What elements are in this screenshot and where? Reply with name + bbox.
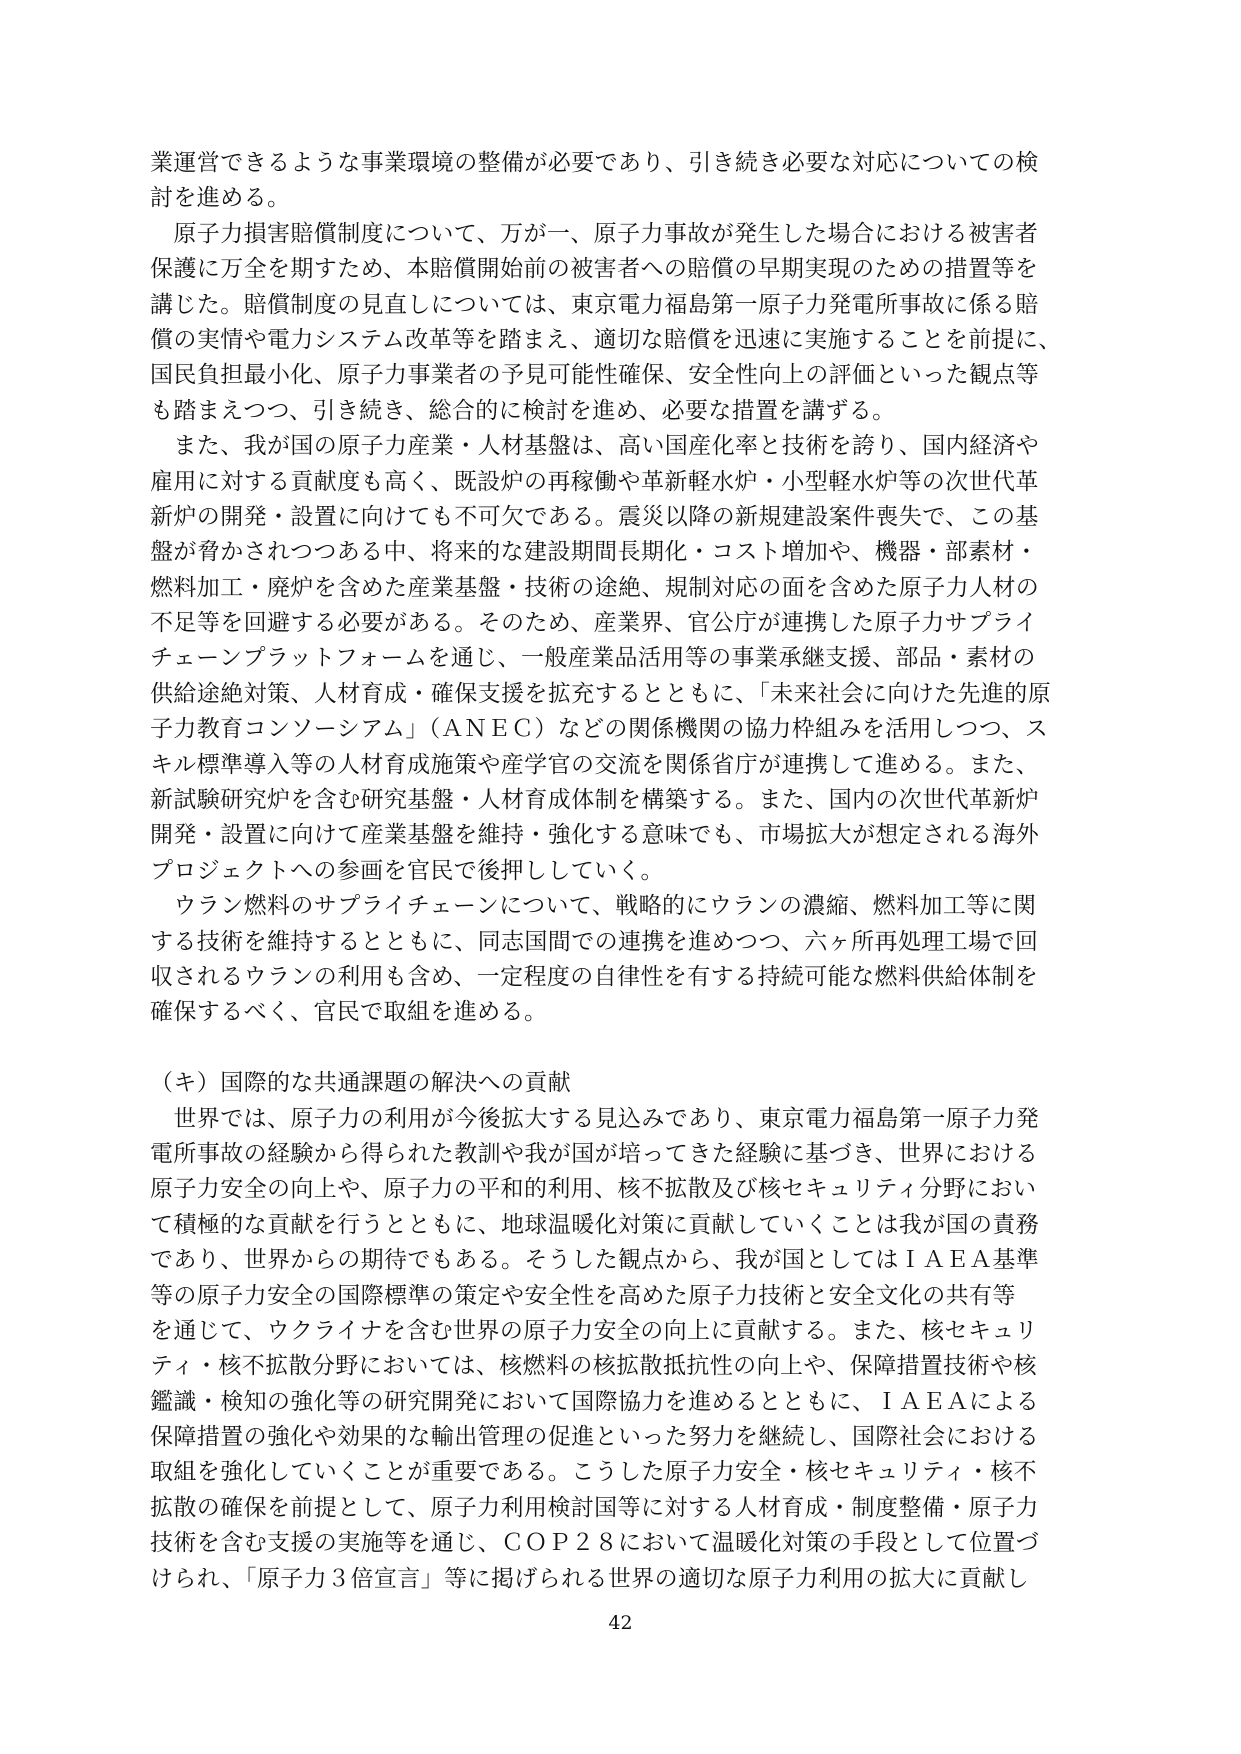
text-line: 確保するべく、官民で取組を進める。 — [150, 999, 548, 1026]
section-heading: （キ）国際的な共通課題の解決への貢献 — [150, 1070, 572, 1097]
text-line: 討を進める。 — [150, 185, 291, 212]
text-line: 原子力安全の向上や、原子力の平和的利用、核不拡散及び核セキュリティ分野におい — [150, 1176, 1037, 1203]
text-line: 原子力損害賠償制度について、万が一、原子力事故が発生した場合における被害者 — [150, 220, 1039, 247]
text-line: 燃料加工・廃炉を含めた産業基盤・技術の途絶、規制対応の面を含めた原子力人材の — [150, 574, 1040, 601]
text-line: 開発・設置に向けて産業基盤を維持・強化する意味でも、市場拡大が想定される海外 — [150, 822, 1040, 849]
text-line: 盤が脅かされつつある中、将来的な建設期間長期化・コスト増加や、機器・部素材・ — [150, 539, 1039, 566]
text-line: 供給途絶対策、人材育成・確保支援を拡充するとともに、「未来社会に向けた先進的原 — [150, 680, 1052, 707]
text-line: 等の原子力安全の国際標準の策定や安全性を高めた原子力技術と安全文化の共有等 — [150, 1282, 1016, 1309]
text-line: 技術を含む支援の実施等を通じ、ＣＯＰ２８において温暖化対策の手段として位置づ — [150, 1530, 1040, 1557]
text-line: であり、世界からの期待でもある。そうした観点から、我が国としてはＩＡＥＡ基準 — [150, 1247, 1040, 1274]
text-line: 取組を強化していくことが重要である。こうした原子力安全・核セキュリティ・核不 — [150, 1459, 1037, 1486]
text-line: 電所事故の経験から得られた教訓や我が国が培ってきた経験に基づき、世界における — [150, 1140, 1039, 1167]
text-line: 国民負担最小化、原子力事業者の予見可能性確保、安全性向上の評価といった観点等 — [150, 362, 1040, 389]
text-line: 雇用に対する貢献度も高く、既設炉の再稼働や革新軽水炉・小型軽水炉等の次世代革 — [150, 468, 1039, 495]
text-line: 世界では、原子力の利用が今後拡大する見込みであり、東京電力福島第一原子力発 — [150, 1105, 1040, 1132]
text-line: も踏まえつつ、引き続き、総合的に検討を進め、必要な措置を講ずる。 — [150, 397, 896, 424]
page-number: 42 — [608, 1612, 633, 1634]
text-line: する技術を維持するとともに、同志国間での連携を進めつつ、六ヶ所再処理工場で回 — [150, 928, 1039, 955]
text-line: 子力教育コンソーシアム」（ＡＮＥＣ）などの関係機関の協力枠組みを活用しつつ、ス — [150, 716, 1049, 743]
text-line: て積極的な貢献を行うとともに、地球温暖化対策に貢献していくことは我が国の責務 — [150, 1211, 1040, 1238]
text-line: ティ・核不拡散分野においては、核燃料の核拡散抵抗性の向上や、保障措置技術や核 — [150, 1353, 1037, 1380]
text-line: 収されるウランの利用も含め、一定程度の自律性を有する持続可能な燃料供給体制を — [150, 963, 1039, 990]
text-line: 保障措置の強化や効果的な輸出管理の促進といった努力を継続し、国際社会における — [150, 1424, 1040, 1451]
text-line: また、我が国の原子力産業・人材基盤は、高い国産化率と技術を誇り、国内経済や — [150, 433, 1040, 460]
text-line: 新炉の開発・設置に向けても不可欠である。震災以降の新規建設案件喪失で、この基 — [150, 503, 1039, 530]
paragraph-spacer — [150, 1031, 1090, 1066]
body-text — [150, 146, 1090, 1597]
text-line: を通じて、ウクライナを含む世界の原子力安全の向上に貢献する。また、核セキュリ — [150, 1317, 1039, 1344]
text-line: ウラン燃料のサプライチェーンについて、戦略的にウランの濃縮、燃料加工等に関 — [150, 893, 1037, 920]
text-line: 講じた。賠償制度の見直しについては、東京電力福島第一原子力発電所事故に係る賠 — [150, 291, 1039, 318]
text-line: 鑑識・検知の強化等の研究開発において国際協力を進めるとともに、ＩＡＥＡによる — [150, 1388, 1040, 1415]
text-line: チェーンプラットフォームを通じ、一般産業品活用等の事業承継支援、部品・素材の — [150, 645, 1036, 672]
text-line: けられ、「原子力３倍宣言」等に掲げられる世界の適切な原子力利用の拡大に貢献し — [150, 1565, 1030, 1592]
text-line: プロジェクトへの参画を官民で後押ししていく。 — [150, 857, 664, 884]
text-line: 業運営できるような事業環境の整備が必要であり、引き続き必要な対応についての検 — [150, 150, 1039, 176]
text-line: 拡散の確保を前提として、原子力利用検討国等に対する人材育成・制度整備・原子力 — [150, 1494, 1039, 1521]
text-line: 不足等を回避する必要がある。そのため、産業界、官公庁が連携した原子力サプライ — [150, 610, 1038, 637]
text-line: 新試験研究炉を含む研究基盤・人材育成体制を構築する。また、国内の次世代革新炉 — [150, 787, 1040, 814]
text-line: 償の実情や電力システム改革等を踏まえ、適切な賠償を迅速に実施することを前提に、 — [150, 326, 1062, 353]
text-line: 保護に万全を期すため、本賠償開始前の被害者への賠償の早期実現のための措置等を — [150, 256, 1039, 283]
text-line: キル標準導入等の人材育成施策や産学官の交流を関係省庁が連携して進める。また、 — [150, 751, 1039, 778]
